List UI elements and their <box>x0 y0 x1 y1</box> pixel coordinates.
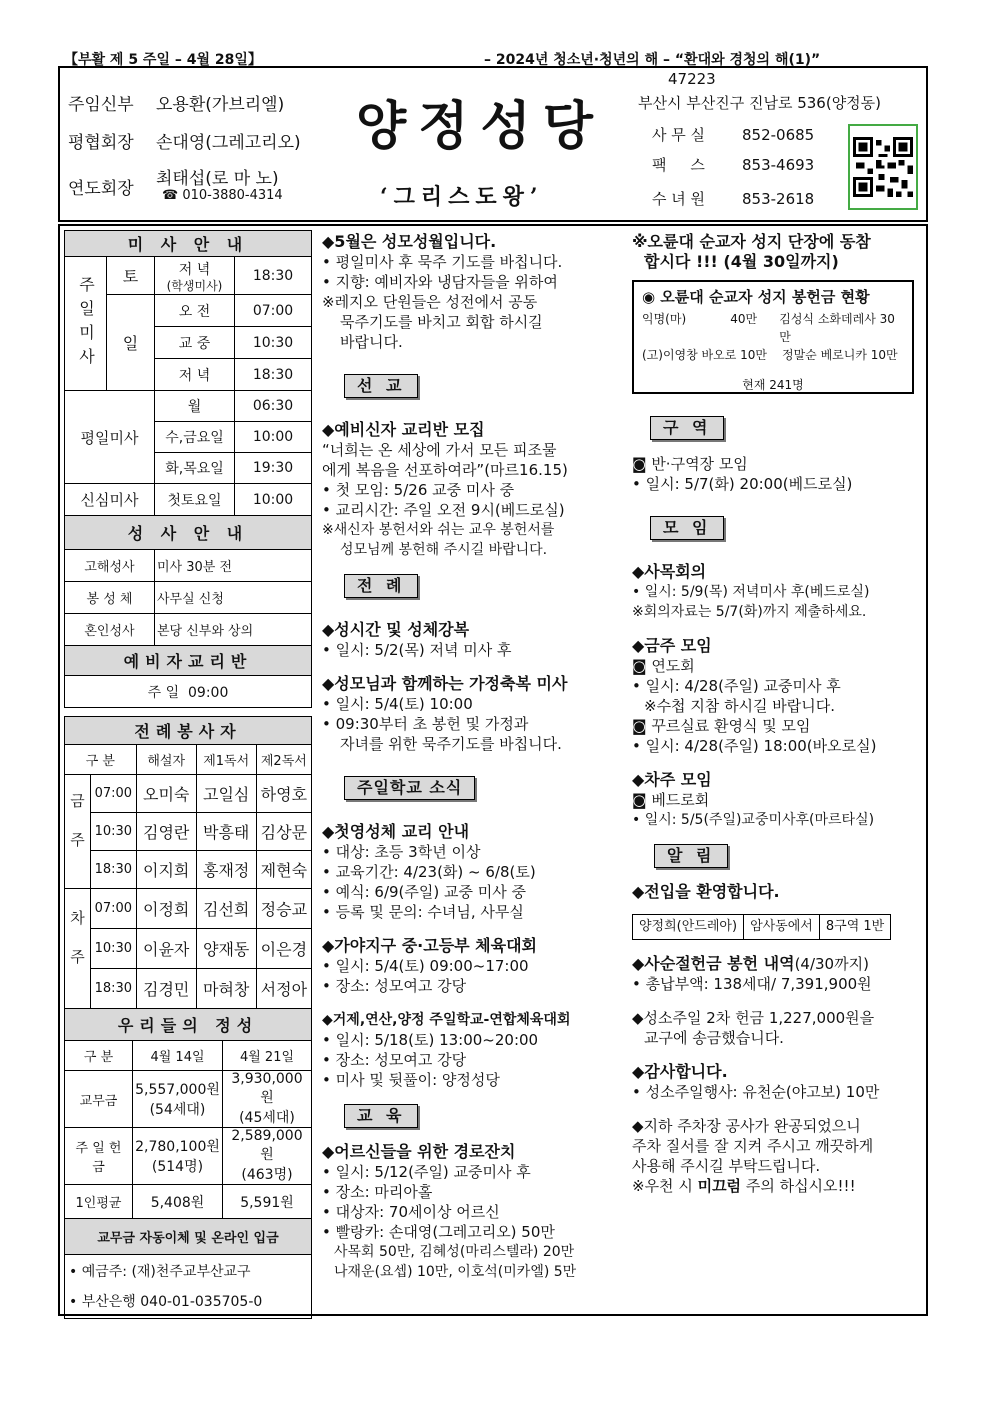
pilgrimage-subtitle: 합시다 !!! (4월 30일까지) <box>644 252 839 271</box>
text-line: “너희는 온 세상에 가서 모든 피조물 <box>322 441 557 459</box>
top-line <box>60 46 926 68</box>
donor: 익명(마) <box>642 312 687 326</box>
col-header: 제1독서 <box>196 745 256 775</box>
this-week-meeting-title: ◆금주 모임 <box>632 636 712 655</box>
sunday-mass-label: 주일미사 <box>65 257 107 391</box>
donor: (고)이영창 바오로 10만 <box>642 348 767 362</box>
mass-name: 교 중 <box>155 327 235 359</box>
mass-time: 19:30 <box>235 453 312 484</box>
catechumen-time: 주 일 09:00 <box>65 676 312 708</box>
caution-prefix: ※우천 시 <box>632 1177 698 1195</box>
donor: 김성식 소화데레사 30만 <box>779 312 895 344</box>
next-week-meeting-title: ◆차주 모임 <box>632 770 712 789</box>
weekday-mass-label: 평일미사 <box>65 391 155 484</box>
text-line: • 성소주일행사: 유천순(야고보) 10만 <box>632 1083 880 1101</box>
text-line: 주차 질서를 잘 지켜 주시고 깨끗하게 <box>632 1137 874 1155</box>
text-line: 사목회 50만, 김혜성(마리스텔라) 20만 <box>334 1244 575 1260</box>
text-line: • 일시: 5/4(토) 09:00~17:00 <box>322 957 529 975</box>
mission-title: ◆예비신자 교리반 모집 <box>322 420 485 439</box>
caution-emphasis: 미끄럼 <box>697 1177 742 1195</box>
account-number: • 부산은행 040-01-035705-0 <box>69 1293 263 1310</box>
mass-name: 화,목요일 <box>155 453 235 484</box>
devotional-mass-label: 신심미사 <box>65 484 155 516</box>
offering-count: (514명) <box>151 1159 204 1175</box>
text-line: • 총납부액: 138세대/ 7,391,900원 <box>632 975 872 993</box>
welcome-table <box>632 914 891 940</box>
offering-amount: 5,591원 <box>223 1185 312 1219</box>
education-section-label: 교 육 <box>344 1104 418 1128</box>
liturgical-date: 【부활 제 5 주일 – 4월 28일】 <box>64 52 262 68</box>
middle-column <box>322 232 620 1282</box>
server-name: 이은경 <box>256 929 311 969</box>
server-time: 07:00 <box>91 889 137 929</box>
joint-sports-title: ◆거제,연산,양정 주일학교-연합체육대회 <box>322 1012 571 1028</box>
role-label: 연도회장 <box>68 179 134 199</box>
server-name: 김선희 <box>196 889 256 929</box>
text-line: ※회의자료는 5/7(화)까지 제출하세요. <box>632 604 867 620</box>
offering-amount: 2,780,100원 <box>135 1139 220 1155</box>
lent-offering-date: (4/30까지) <box>794 955 869 973</box>
text-line: 바랍니다. <box>340 333 403 351</box>
sunday-school-section-label: 주일학교 소식 <box>344 776 475 800</box>
welcome-title: ◆전입을 환영합니다. <box>632 882 780 901</box>
text-line: • 장소: 성모여고 강당 <box>322 1051 467 1069</box>
offering-type: 주 일 헌 금 <box>65 1128 133 1185</box>
col-header: 4월 21일 <box>223 1041 312 1071</box>
text-line: • 일시: 5/5(주일)교중미사후(마르타실) <box>632 812 875 828</box>
mass-title: 미 사 안 내 <box>65 231 312 257</box>
offering-type: 교무금 <box>65 1071 133 1128</box>
col-header: 제2독서 <box>256 745 311 775</box>
pilgrimage-title: ※오륜대 순교자 성지 단장에 동참 <box>632 232 871 251</box>
text-line: • 교리시간: 주일 오전 9시(베드로실) <box>322 501 565 519</box>
server-time: 10:30 <box>91 813 137 851</box>
mass-name: 월 <box>155 391 235 422</box>
lent-offering-title: ◆사순절헌금 봉헌 내역 <box>632 954 795 973</box>
donor-amount: 40만 <box>730 312 758 326</box>
meeting-section-label: 모 임 <box>650 516 724 540</box>
text-line: • 지향: 예비자와 냉담자들을 위하여 <box>322 273 558 291</box>
mass-name: 저 녁 <box>178 261 211 278</box>
offering-amount: 5,408원 <box>133 1185 223 1219</box>
text-line: ◙ 반·구역장 모임 <box>632 455 748 473</box>
next-week-label: 차주 <box>65 889 91 1009</box>
caution-suffix: 주의 하십시오!!! <box>741 1177 856 1195</box>
zip-code: 47223 <box>668 70 716 88</box>
saturday-label: 토 <box>107 257 155 295</box>
text-line: ◆지하 주차장 공사가 완공되었으니 <box>632 1117 861 1135</box>
offering-amount: 5,557,000원 <box>135 1082 220 1098</box>
mass-time: 07:00 <box>235 295 312 327</box>
notice-section-label: 알 림 <box>654 844 728 868</box>
text-line: • 교육기간: 4/23(화) ~ 6/8(토) <box>322 863 536 881</box>
col-header: 해설자 <box>136 745 196 775</box>
auto-transfer-title: 교무금 자동이체 및 온라인 입금 <box>65 1219 312 1255</box>
servers-title: 전례봉사자 <box>65 717 312 745</box>
contact-value: 853-4693 <box>742 156 815 174</box>
mass-name: 첫토요일 <box>155 484 235 516</box>
holy-hour-title: ◆성시간 및 성체강복 <box>322 620 470 639</box>
text-line: • 일시: 5/4(토) 10:00 <box>322 695 473 713</box>
server-name: 서정아 <box>256 969 311 1009</box>
district-section-label: 구 역 <box>650 416 724 440</box>
contact-label: 사 무 실 <box>652 126 706 144</box>
col-header: 구 분 <box>65 1041 133 1071</box>
server-name: 박흥태 <box>196 813 256 851</box>
offering-amount: 2,589,000원 <box>231 1128 303 1163</box>
qr-code-icon[interactable] <box>848 124 918 210</box>
server-time: 07:00 <box>91 775 137 813</box>
account-owner: • 예금주: (재)천주교부산교구 <box>69 1263 251 1280</box>
sacrament-name: 봉 성 체 <box>65 582 155 614</box>
new-member-origin: 암사동에서 <box>744 915 820 940</box>
pastoral-meeting-title: ◆사목회의 <box>632 562 707 581</box>
contact-label: 수 녀 원 <box>652 190 706 208</box>
elder-party-title: ◆어르신들을 위한 경로잔치 <box>322 1142 516 1161</box>
donor-total: 현재 241명 <box>742 378 804 392</box>
col-header: 4월 14일 <box>133 1041 223 1071</box>
text-line: ◙ 연도회 <box>632 657 695 675</box>
text-line: 묵주기도를 바치고 회합 하시길 <box>340 313 543 331</box>
role-value: 최태섭(로 마 노) <box>156 169 279 189</box>
text-line: ◙ 베드로회 <box>632 791 710 809</box>
text-line: ※새신자 봉헌서와 쉬는 교우 봉헌서를 <box>322 522 555 538</box>
text-line: • 09:30부터 초 봉헌 및 가정과 <box>322 715 529 733</box>
text-line: 사용해 주시길 부탁드립니다. <box>632 1157 821 1175</box>
contact-value: 853-2618 <box>742 190 815 208</box>
offering-count: (463명) <box>241 1167 293 1183</box>
server-name: 김경민 <box>136 969 196 1009</box>
catechumen-title: 예비자교리반 <box>65 646 312 676</box>
text-line: ※레지오 단원들은 성전에서 공동 <box>322 293 538 311</box>
donation-box-title: ◉ 오륜대 순교자 성지 봉헌금 현황 <box>642 288 870 306</box>
sacrament-info: 본당 신부와 상의 <box>155 614 312 646</box>
role-label: 평협회장 <box>68 133 134 153</box>
text-line: ◆성소주일 2차 헌금 1,227,000원을 <box>632 1009 875 1027</box>
mass-name: 수,금요일 <box>155 422 235 453</box>
server-name: 김상문 <box>256 813 311 851</box>
text-line: • 평일미사 후 묵주 기도를 바칩니다. <box>322 253 563 271</box>
server-name: 양재동 <box>196 929 256 969</box>
mass-time: 18:30 <box>235 359 312 391</box>
role-value: 오용환(가브리엘) <box>156 95 285 115</box>
contact-value: 852-0685 <box>742 126 815 144</box>
offering-amount: 3,930,000원 <box>231 1071 303 1106</box>
text-line: 성모님께 봉헌해 주시길 바랍니다. <box>340 542 548 558</box>
text-line: • 장소: 성모여고 강당 <box>322 977 467 995</box>
text-line: • 대상: 초등 3학년 이상 <box>322 843 481 861</box>
text-line: • 일시: 5/7(화) 20:00(베드로실) <box>632 475 853 493</box>
server-name: 홍재정 <box>196 851 256 889</box>
mass-time: 10:00 <box>235 484 312 516</box>
offering-title: 우리들의 정성 <box>65 1009 312 1041</box>
role-value: 손대영(그레고리오) <box>156 133 301 153</box>
mission-section-label: 선 교 <box>344 374 418 398</box>
offering-type: 1인평균 <box>65 1185 133 1219</box>
text-line: ※수첩 지참 하시길 바랍니다. <box>644 697 836 715</box>
address: 부산시 부산진구 진남로 536(양정동) <box>638 94 882 112</box>
donation-status-box <box>632 280 914 394</box>
mass-time: 06:30 <box>235 391 312 422</box>
server-time: 18:30 <box>91 969 137 1009</box>
offering-table <box>64 1008 312 1319</box>
server-name: 제현숙 <box>256 851 311 889</box>
text-line: • 일시: 4/28(주일) 교중미사 후 <box>632 677 841 695</box>
text-line: • 장소: 마리아홀 <box>322 1183 433 1201</box>
text-line: • 일시: 5/12(주일) 교중미사 후 <box>322 1163 531 1181</box>
sacrament-name: 혼인성사 <box>65 614 155 646</box>
server-name: 오미숙 <box>136 775 196 813</box>
text-line: • 등록 및 문의: 수녀님, 사무실 <box>322 903 524 921</box>
text-line: • 미사 및 뒷풀이: 양정성당 <box>322 1071 500 1089</box>
text-line: • 일시: 5/18(토) 13:00~20:00 <box>322 1031 539 1049</box>
server-name: 정승교 <box>256 889 311 929</box>
mass-time: 10:00 <box>235 422 312 453</box>
text-line: • 일시: 4/28(주일) 18:00(바오로실) <box>632 737 877 755</box>
sports-day-title: ◆가야지구 중·고등부 체육대회 <box>322 936 537 955</box>
new-member-district: 8구역 1반 <box>819 915 890 940</box>
server-time: 18:30 <box>91 851 137 889</box>
mass-name: 오 전 <box>155 295 235 327</box>
text-line: • 일시: 5/9(목) 저녁미사 후(베드로실) <box>632 584 870 600</box>
this-week-label: 금주 <box>65 775 91 889</box>
donor: 정말순 베로니카 10만 <box>782 348 898 362</box>
text-line: • 첫 모임: 5/26 교중 미사 중 <box>322 481 515 499</box>
col-header: 구 분 <box>65 745 137 775</box>
thanks-title: ◆감사합니다. <box>632 1062 728 1081</box>
mass-time: 10:30 <box>235 327 312 359</box>
year-theme: – 2024년 청소년·청년의 해 – “환대와 경청의 해(1)” <box>484 52 821 68</box>
right-column <box>632 232 922 1196</box>
may-title: ◆5월은 성모성월입니다. <box>322 232 497 251</box>
mass-time: 18:30 <box>235 257 312 295</box>
offering-count: (54세대) <box>149 1102 206 1118</box>
sacraments-title: 성 사 안 내 <box>65 516 312 550</box>
sacrament-info: 사무실 신청 <box>155 582 312 614</box>
family-mass-title: ◆성모님과 함께하는 가정축복 미사 <box>322 674 568 693</box>
text-line: ◙ 꾸르실료 환영식 및 모임 <box>632 717 811 735</box>
sunday-label: 일 <box>107 295 155 391</box>
mass-table <box>64 230 312 708</box>
first-communion-title: ◆첫영성체 교리 안내 <box>322 822 470 841</box>
contact-label: 팩 스 <box>652 156 705 174</box>
parish-subtitle: ‘그리스도왕’ <box>380 184 544 210</box>
server-time: 10:30 <box>91 929 137 969</box>
server-name: 이정희 <box>136 889 196 929</box>
text-line: 에게 복음을 선포하여라”(마르16.15) <box>322 461 568 479</box>
new-member-name: 양정희(안드레아) <box>633 915 744 940</box>
sacrament-name: 고해성사 <box>65 550 155 582</box>
caution-line <box>632 1176 922 1196</box>
text-line: • 예식: 6/9(주일) 교중 미사 중 <box>322 883 526 901</box>
phone-number: ☎ 010-3880-4314 <box>162 188 283 203</box>
text-line: • 일시: 5/2(목) 저녁 미사 후 <box>322 641 512 659</box>
sacrament-info: 미사 30분 전 <box>155 550 312 582</box>
parish-title: 양정성당 <box>356 96 605 157</box>
server-name: 고일심 <box>196 775 256 813</box>
text-line: 나재운(요셉) 10만, 이호석(미카엘) 5만 <box>334 1264 577 1280</box>
mass-note: (학생미사) <box>166 278 223 293</box>
server-name: 김영란 <box>136 813 196 851</box>
server-name: 마혀창 <box>196 969 256 1009</box>
text-line: • 대상자: 70세이상 어르신 <box>322 1203 500 1221</box>
liturgy-section-label: 전 례 <box>344 574 418 598</box>
text-line: • 빨랑카: 손대영(그레고리오) 50만 <box>322 1223 555 1241</box>
server-name: 하영호 <box>256 775 311 813</box>
header <box>58 66 928 222</box>
text-line: 자녀를 위한 묵주기도를 바칩니다. <box>340 735 562 753</box>
mass-name: 저 녁 <box>155 359 235 391</box>
text-line: 교구에 송금했습니다. <box>644 1029 784 1047</box>
server-name: 이지희 <box>136 851 196 889</box>
role-label: 주임신부 <box>68 95 134 115</box>
server-name: 이윤자 <box>136 929 196 969</box>
servers-table <box>64 716 312 1009</box>
offering-count: (45세대) <box>239 1110 295 1126</box>
